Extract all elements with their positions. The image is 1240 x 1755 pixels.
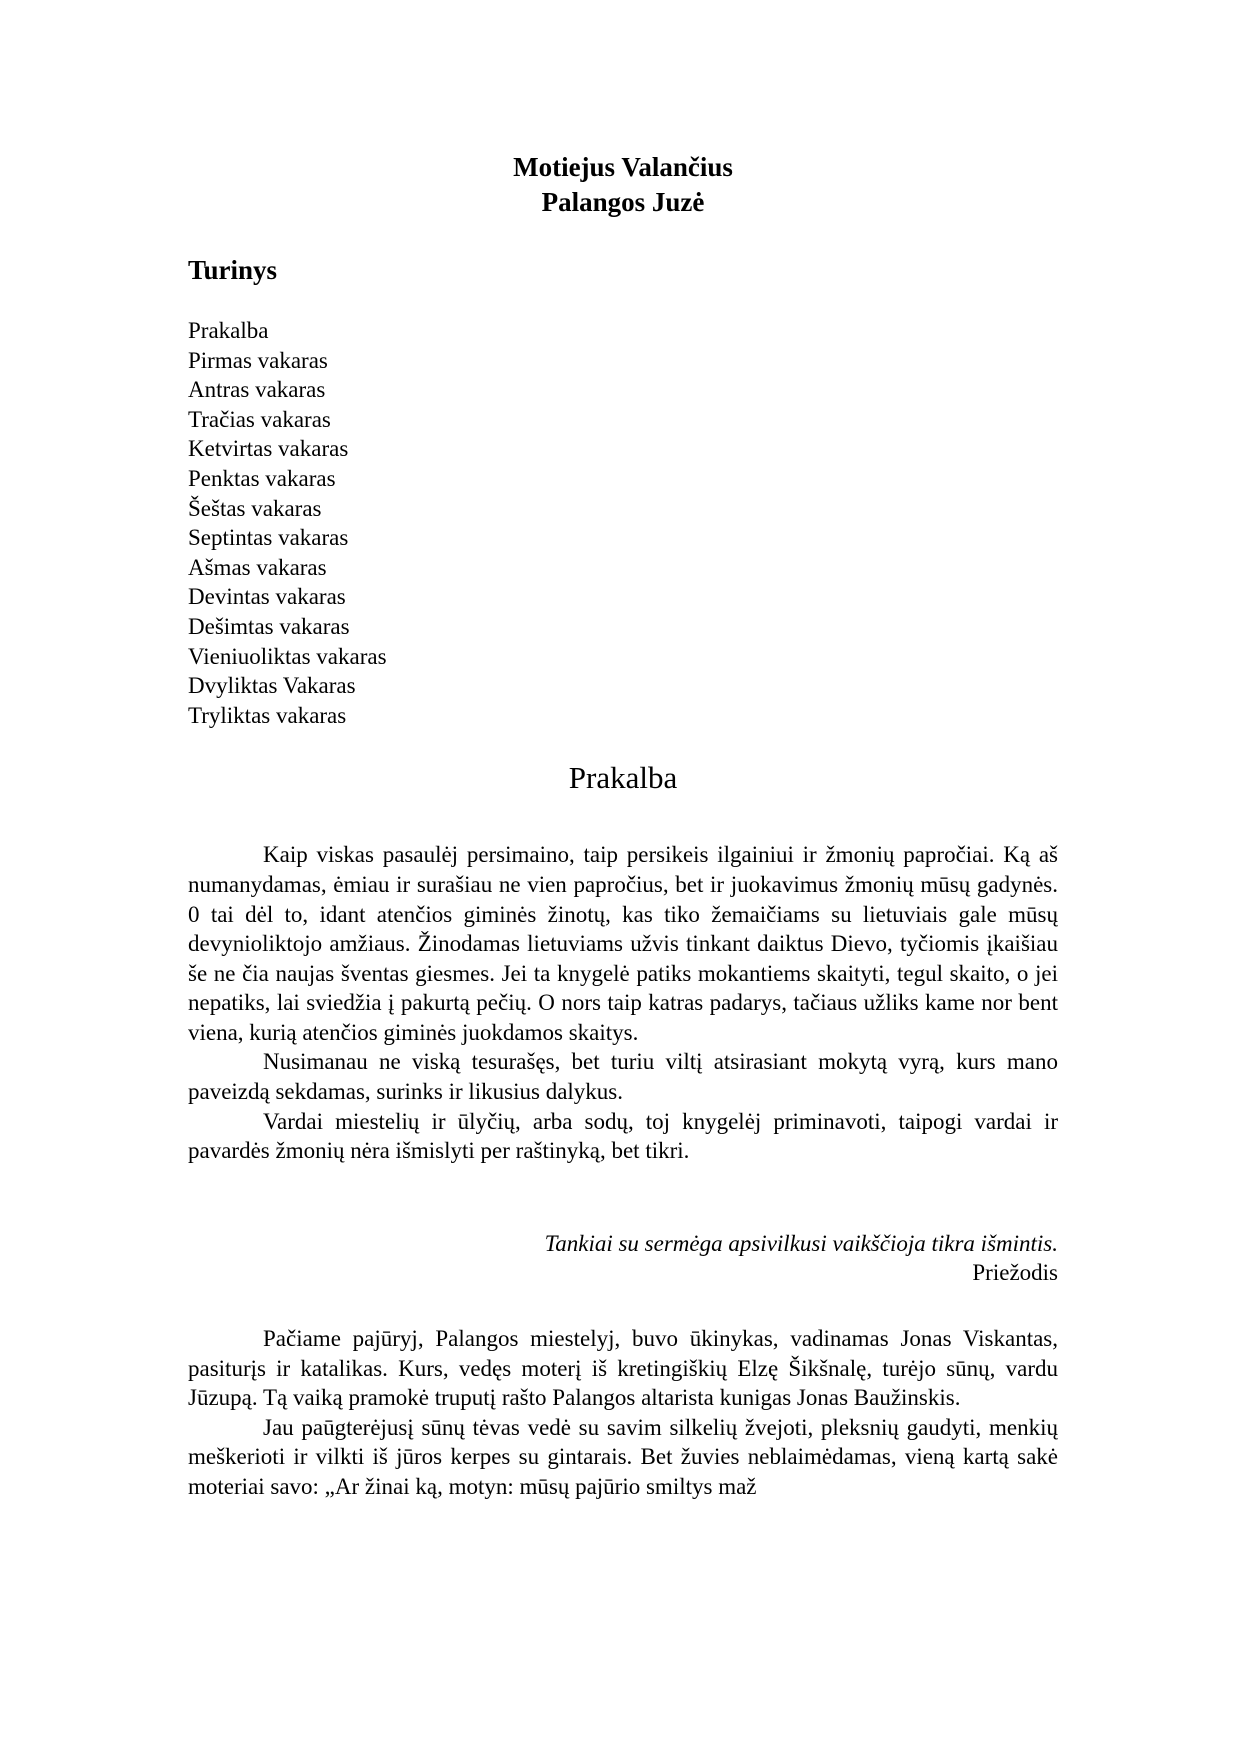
toc-item: Penktas vakaras	[188, 465, 336, 491]
toc-item: Prakalba	[188, 318, 269, 343]
toc-item: Ašmas vakaras	[188, 554, 327, 580]
book-title: Palangos Juzė	[541, 187, 705, 217]
toc-item: Pirmas vakaras	[188, 347, 328, 373]
document-header	[188, 150, 1058, 220]
story-paragraph: Pačiame pajūryj, Palangos miestelyj, buvo ūkinykas, vadinamas Jonas Viskantas, pasiturįs ir katalikas. Kurs, vedęs moterį iš kretingiškių Elzę Šikšnalę, turėjo sūnų, vardu Jūzupą. Tą vaiką pramokė truputį rašto Palangos altarista kunigas Jonas Baužinskis.	[188, 1326, 1058, 1411]
prakalba-paragraph: Kaip viskas pasaulėj persimaino, taip persikeis ilgainiui ir žmonių papročiai. Ką aš numanydamas, ėmiau ir surašiau ne vien papročius, bet ir juokavimus žmonių mūsų gadynės. 0 tai dėl to, idant atenčios giminės žinotų, kas tiko žemaičiams su lietuviais gale mūsų devynioliktojo amžiaus. Žinodamas lietuviams užvis tinkant daiktus Dievo, tyčiomis įkaišiau še ne čia naujas šventas giesmes. Jei ta knygelė patiks mokantiems skaityti, tegul skaito, o jei nepatiks, lai sviedžia į pakurtą pečių. O nors taip katras padarys, tačiaus užliks kame nor bent viena, kurią atenčios giminės juokdamos skaitys.	[188, 842, 1058, 1045]
toc-item: Antras vakaras	[188, 377, 326, 403]
table-of-contents	[188, 316, 1058, 730]
author-name: Motiejus Valančius	[513, 152, 733, 182]
epigraph	[188, 1229, 1058, 1288]
prakalba-paragraph: Nusimanau ne viską tesurašęs, bet turiu viltį atsirasiant mokytą vyrą, kurs mano paveizdą sekdamas, surinks ir likusius dalykus.	[188, 1049, 1058, 1105]
toc-item: Septintas vakaras	[188, 525, 349, 551]
prakalba-paragraph: Vardai miestelių ir ūlyčių, arba sodų, toj knygelėj priminavoti, taipogi vardai ir pavardės žmonių nėra išmislyti per raštinyką, bet tikri.	[188, 1108, 1058, 1164]
toc-heading: Turinys	[188, 255, 278, 285]
toc-item: Devintas vakaras	[188, 584, 346, 610]
story-paragraph: Jau paūgterėjusį sūnų tėvas vedė su savim silkelių žvejoti, pleksnių gaudyti, menkių meškerioti ir vilkti iš jūros kerpes su gintarais. Bet žuvies neblaimėdamas, vieną kartą sakė moteriai savo: „Ar žinai ką, motyn: mūsų pajūrio smiltys maž	[188, 1414, 1058, 1499]
toc-item: Tryliktas vakaras	[188, 702, 347, 728]
toc-item: Vieniuoliktas vakaras	[188, 643, 387, 669]
section-title-prakalba: Prakalba	[568, 760, 678, 796]
epigraph-quote: Tankiai su sermėga apsivilkusi vaikščioja tikra išmintis.	[544, 1230, 1058, 1256]
toc-item: Ketvirtas vakaras	[188, 436, 349, 462]
toc-item: Tračias vakaras	[188, 406, 331, 432]
document-page	[188, 150, 1058, 1502]
epigraph-source: Priežodis	[972, 1260, 1058, 1286]
toc-item: Šeštas vakaras	[188, 495, 322, 521]
toc-item: Dešimtas vakaras	[188, 613, 350, 639]
toc-item: Dvyliktas Vakaras	[188, 673, 356, 699]
